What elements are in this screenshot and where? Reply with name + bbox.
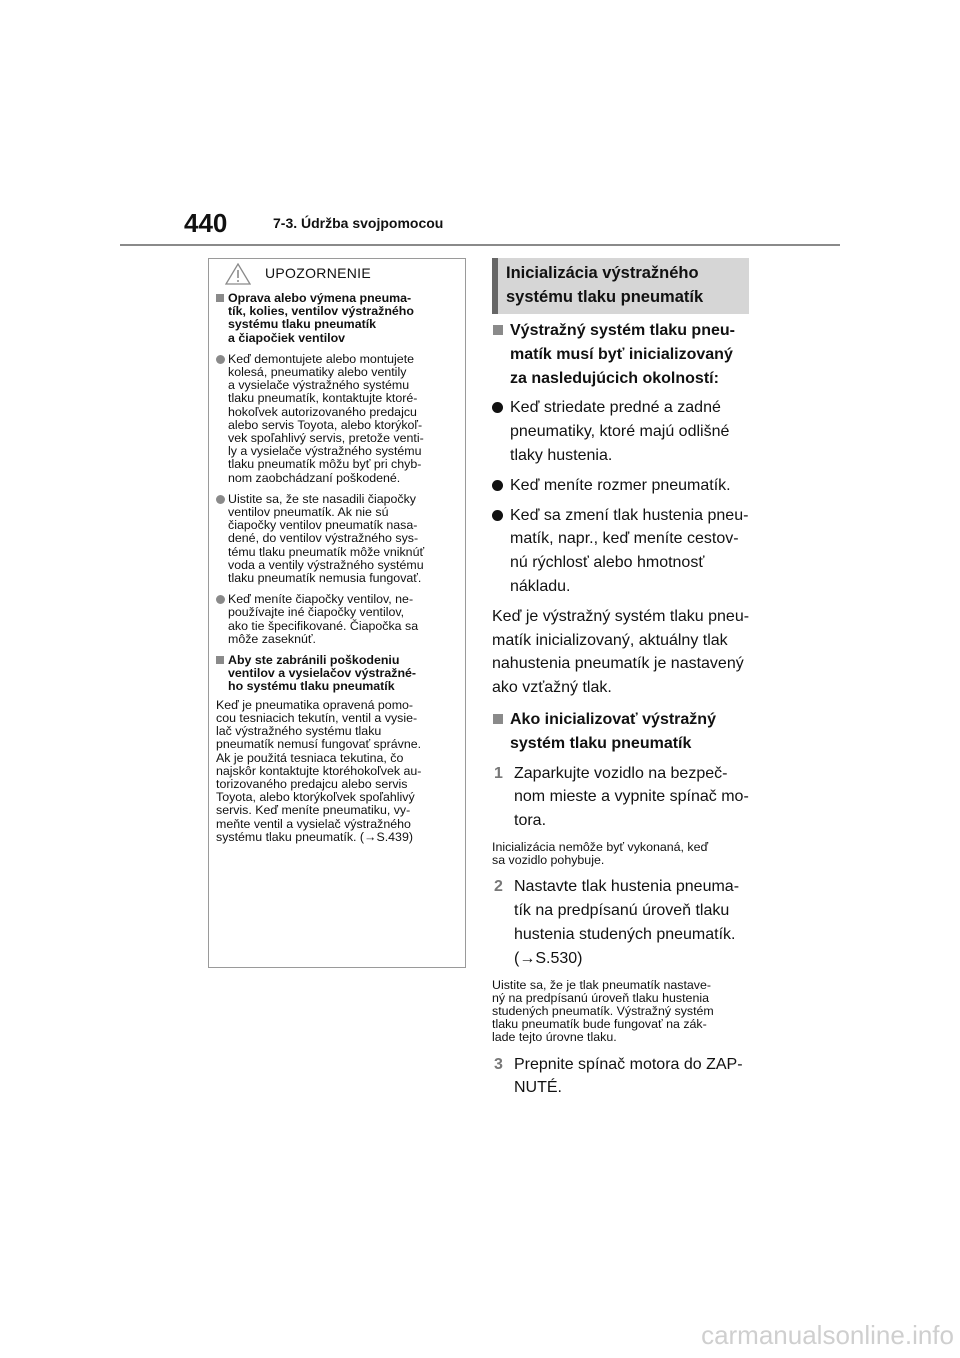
- warning-bullet: [216, 493, 462, 585]
- warning-paragraph: Keď je pneumatika opravená pomo- cou tesniacich tekutín, ventil a vysie- lač výstražného systému tlaku pneumatík nemusí fungovať správne. Ak je použitá tesniaca tekutina, čo najskôr kontaktujte ktoréhokoľvek au- torizovaného predajcu alebo servis Toyota, alebo ktorýkoľvek spoľahlivý servis. Keď meníte pneumatiku, vy- meňte ventil a vysielač výstražného systému tlaku pneumatík. (→S.439): [216, 697, 422, 844]
- section-title: 7-3. Údržba svojpomocou: [273, 215, 444, 231]
- how-heading-text: Ako inicializovať výstražný systém tlaku pneumatík: [510, 710, 716, 752]
- intro-heading-text: Výstražný systém tlaku pneu- matík musí byť inicializovaný za nasledujúcich okolností:: [510, 322, 735, 387]
- square-bullet-icon: [493, 714, 503, 724]
- circle-bullet-icon: [492, 510, 503, 521]
- warning-bullet: [216, 353, 462, 485]
- condition-text: Keď striedate predné a zadné pneumatiky, ktoré majú odlišné tlaky hustenia.: [510, 399, 730, 464]
- warning-bullet-text: Keď demontujete alebo montujete kolesá, pneumatiky alebo ventily a vysielače výstražného systému tlaku pneumatík, kontaktujte ktoré- hokoľvek autorizovaného predajcu alebo servis Toyota, alebo ktorýkoľ- vek spoľahlivý servis, pretože venti- ly a vysielače výstražného systému tlaku pneumatík môžu byť pri chyb- nom zaobchádzaní poškodené.: [228, 351, 424, 485]
- page-number: 440: [184, 208, 228, 238]
- condition-bullet: [492, 396, 762, 467]
- condition-text: Keď sa zmení tlak hustenia pneu- matík, napr., keď meníte cestov- nú rýchlosť alebo hmotnosť nákladu.: [510, 506, 749, 595]
- warning-triangle-icon: [225, 263, 251, 285]
- warning-heading-text: Aby ste zabránili poškodeniu ventilov a vysielačov výstražné- ho systému tlaku pneumatík: [228, 653, 417, 694]
- condition-bullet: [492, 504, 762, 599]
- step-number: 1: [494, 764, 503, 782]
- watermark-text: carmanualsonline.info: [701, 1320, 954, 1350]
- warning-heading-text: Oprava alebo výmena pneuma- tík, kolies, ventilov výstražného systému tlaku pneumatík a čiapočiek ventilov: [228, 291, 414, 345]
- warning-bullet: [216, 593, 462, 646]
- square-bullet-icon: [216, 656, 224, 664]
- intro-heading: [492, 319, 762, 390]
- circle-bullet-icon: [492, 402, 503, 413]
- step-item: [492, 875, 762, 970]
- circle-bullet-icon: [216, 595, 225, 604]
- condition-text: Keď meníte rozmer pneumatík.: [510, 476, 731, 494]
- step-text: Nastavte tlak hustenia pneuma- tík na predpísanú úroveň tlaku hustenia studených pneumatík. (→S.530): [514, 878, 740, 967]
- step-number: 2: [494, 878, 503, 896]
- warning-header: [209, 259, 465, 289]
- square-bullet-icon: [493, 325, 503, 335]
- how-heading: [492, 708, 762, 756]
- step-text: Zaparkujte vozidlo na bezpeč- nom mieste a vypnite spínač mo- tora.: [514, 764, 749, 830]
- header-rule: [120, 244, 840, 246]
- step-item: [492, 762, 762, 833]
- warning-heading-damage: [216, 654, 462, 694]
- warning-bullet-text: Keď meníte čiapočky ventilov, ne- používajte iné čiapočky ventilov, ako tie špecifikované. Čiapočka sa môže zaseknúť.: [228, 592, 419, 646]
- warning-heading-repair: [216, 292, 462, 345]
- info-paragraph: Keď je výstražný systém tlaku pneu- matík inicializovaný, aktuálny tlak nahustenia pneumatík je nastavený ako vzťažný tlak.: [492, 607, 750, 697]
- step-number: 3: [494, 1055, 503, 1073]
- warning-box: [208, 258, 466, 968]
- circle-bullet-icon: [216, 355, 225, 364]
- condition-bullet: [492, 474, 762, 498]
- section-body: [492, 319, 762, 1100]
- section-heading: Inicializácia výstražného systému tlaku pneumatík: [492, 258, 749, 314]
- warning-bullet-text: Uistite sa, že ste nasadili čiapočky ventilov pneumatík. Ak nie sú čiapočky ventilov pneumatík nasa- dené, do ventilov výstražného sys- tému tlaku pneumatík môže vniknúť voda a ventily výstražného systému tlaku pneumatík nemusia fungovať.: [228, 491, 425, 586]
- page-header: [120, 208, 840, 238]
- step-note: Uistite sa, že je tlak pneumatík nastave- ný na predpísanú úroveň tlaku hustenia studených pneumatík. Výstražný systém tlaku pneumatík bude fungovať na zák- lade tejto úrovne tlaku.: [492, 977, 714, 1045]
- circle-bullet-icon: [492, 480, 503, 491]
- circle-bullet-icon: [216, 495, 225, 504]
- step-text: Prepnite spínač motora do ZAP- NUTÉ.: [514, 1055, 743, 1097]
- right-column: [492, 258, 762, 1097]
- square-bullet-icon: [216, 294, 224, 302]
- step-note: Inicializácia nemôže byť vykonaná, keď sa vozidlo pohybuje.: [492, 839, 709, 868]
- warning-body: [216, 292, 462, 844]
- warning-title: UPOZORNENIE: [265, 265, 371, 281]
- step-item: [492, 1053, 762, 1101]
